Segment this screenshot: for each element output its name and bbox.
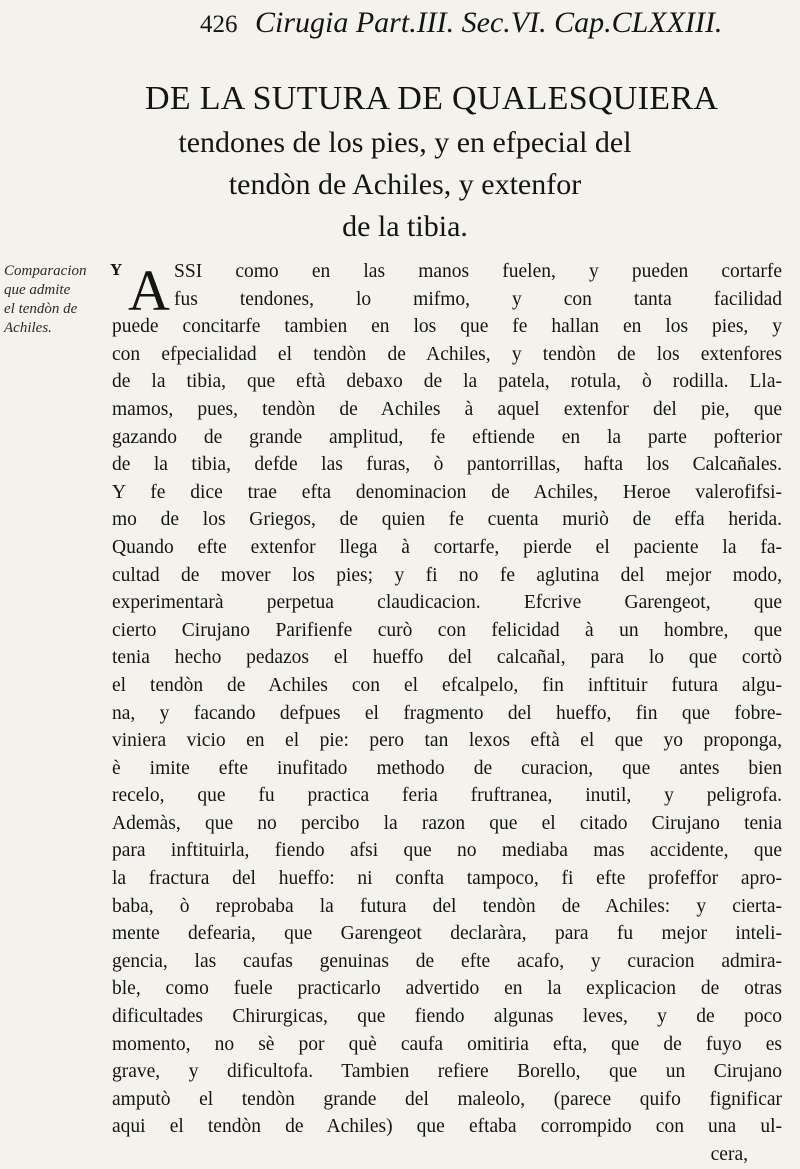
marginal-line-4: Achiles. <box>4 320 52 336</box>
text-line: gazando de grande amplitud, fe eftiende en la parte pofterior <box>112 426 782 448</box>
marginal-line-2: que admite <box>4 282 71 298</box>
text-line: puede concitarfe tambien en los que fe hallan en los pies, y <box>112 316 782 338</box>
running-title: Cirugia Part.III. Sec.VI. Cap.CLXXIII. <box>255 6 723 39</box>
title-line-4: de la tibia. <box>342 210 468 243</box>
catchword: cera, <box>710 1144 748 1165</box>
text-line: fus tendones, lo mifmo, y con tanta facilidad <box>174 288 782 310</box>
text-line: con efpecialidad el tendòn de Achiles, y tendòn de los extenfores <box>112 343 782 365</box>
text-line: Y fe dice trae efta denominacion de Achiles, Heroe valerofifsi- <box>112 481 782 503</box>
marginal-line-1: Comparacion <box>4 263 87 279</box>
chapter-title <box>145 76 719 248</box>
page-number: 426 <box>200 11 238 38</box>
marginal-line-3: el tendòn de <box>4 301 78 317</box>
text-line: de la tibia, defde las furas, ò pantorrillas, hafta los Calcañales. <box>112 454 782 476</box>
drop-cap: A <box>128 258 170 323</box>
text-line: Quando efte extenfor llega à cortarfe, pierde el paciente la fa- <box>112 536 782 558</box>
marginal-note <box>4 262 108 338</box>
text-line: dificultades Chirurgicas, que fiendo algunas leves, y de poco <box>112 1006 782 1028</box>
text-line: de la tibia, que eftà debaxo de la patela, rotula, ò rodilla. Lla- <box>112 371 782 393</box>
text-line: aqui el tendòn de Achiles) que eftaba corrompido con una ul- <box>112 1116 782 1138</box>
text-line: la fractura del hueffo: ni confta tampoco, fi efte profeffor apro- <box>112 868 782 890</box>
text-line: momento, no sè por què caufa omitiria efta, que de fuyo es <box>112 1033 782 1055</box>
text-line: na, y facando defpues el fragmento del hueffo, fin que fobre- <box>112 702 782 724</box>
text-line: Ademàs, que no percibo la razon que el citado Cirujano tenia <box>112 812 782 834</box>
running-head <box>200 6 722 40</box>
text-line: mo de los Griegos, de quien fe cuenta muriò de effa herida. <box>112 509 782 531</box>
text-line: è imite efte inufitado methodo de curacion, que antes bien <box>112 757 782 779</box>
title-line-3: tendòn de Achiles, y extenfor <box>228 168 582 201</box>
title-line-1: DE LA SUTURA DE QUALESQUIERA <box>145 80 719 117</box>
body-text <box>112 258 782 1169</box>
text-line: gencia, las caufas genuinas de efte acafo, y curacion admira- <box>112 950 782 972</box>
text-line: cultad de mover los pies; y fi no fe aglutina del mejor modo, <box>112 564 782 586</box>
text-line: amputò el tendòn grande del maleolo, (parece quifo fignificar <box>112 1088 782 1110</box>
text-line: grave, y dificultofa. Tambien refiere Borello, que un Cirujano <box>112 1061 782 1083</box>
text-line: mente defearia, que Garengeot declaràra, para fu mejor inteli- <box>112 923 782 945</box>
title-line-2: tendones de los pies, y en efpecial del <box>178 126 632 159</box>
paragraph-mark: Y <box>110 260 123 279</box>
text-line: baba, ò reprobaba la futura del tendòn de Achiles: y cierta- <box>112 895 782 917</box>
text-line: mamos, pues, tendòn de Achiles à aquel extenfor del pie, que <box>112 398 782 420</box>
text-line: cierto Cirujano Parifienfe curò con felicidad à un hombre, que <box>112 619 782 641</box>
text-line: el tendòn de Achiles con el efcalpelo, fin inftituir futura algu- <box>112 674 782 696</box>
text-line: tenia hecho pedazos el hueffo del calcañal, para lo que cortò <box>112 647 782 669</box>
text-line: para inftituirla, fiendo afsi que no mediaba mas accidente, que <box>112 840 782 862</box>
text-line: recelo, que fu practica feria fruftranea, inutil, y peligrofa. <box>112 785 782 807</box>
text-line: ble, como fuele practicarlo advertido en la explicacion de otras <box>112 978 782 1000</box>
text-line: SSI como en las manos fuelen, y pueden cortarfe <box>174 261 782 282</box>
text-line: experimentarà perpetua claudicacion. Efcrive Garengeot, que <box>112 592 782 614</box>
text-line: viniera vicio en el pie: pero tan lexos eftà el que yo proponga, <box>112 730 782 752</box>
